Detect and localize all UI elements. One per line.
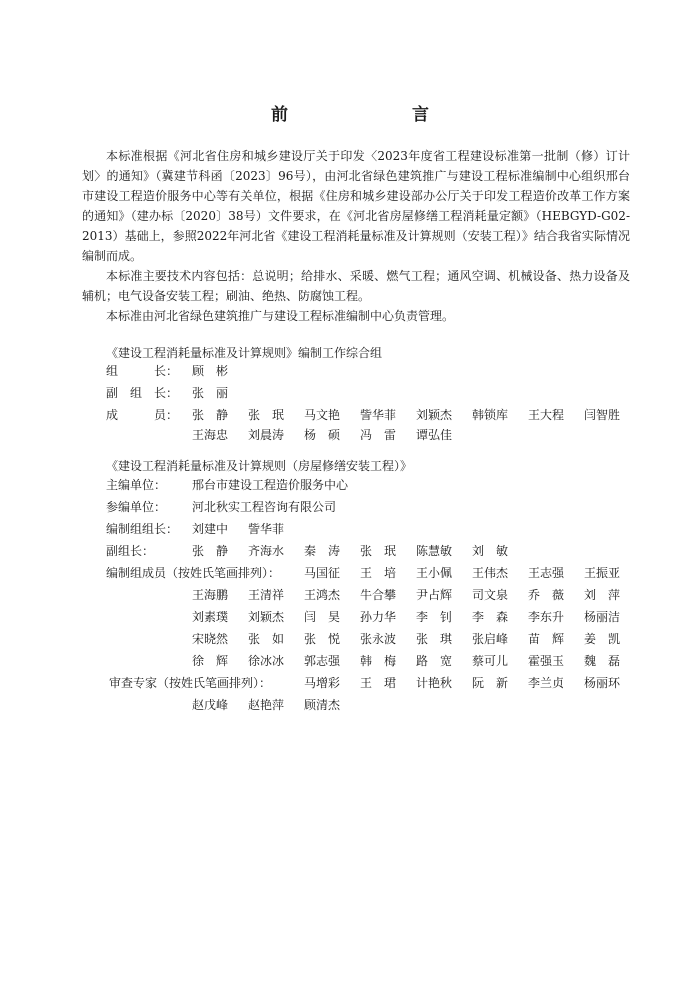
group1-members-row-1 [0,404,700,426]
member-name: 闫 昊 [304,610,341,624]
experts-row-2 [0,694,700,716]
chief-unit-row [0,474,700,496]
member-name: 宋晓然 [192,632,229,646]
member-name: 王伟杰 [472,566,509,580]
member-name: 刘素璞 [192,610,229,624]
member-name: 韩锁库 [472,408,509,422]
paragraph-basis: 本标准根据《河北省住房和城乡建设厅关于印发〈2023年度省工程建设标准第一批制（修）订计划〉的通知》（冀建节科函〔2023〕96号），由河北省绿色建筑推广与建设工程标准编制中心组织邢台市建设工程造价服务中心等有关单位，根据《住房和城乡建设部办公厅关于印发工程造价改革工作方案的通知》（建办标〔2020〕38号）文件要求，在《河北省房屋修缮工程消耗量定额》（HEBGYD-G02-2013）基础上，参照2022年河北省《建设工程消耗量标准及计算规则（安装工程）》结合我省实际情况编制而成。 [82,149,630,263]
member-name: 刘 萍 [584,588,621,602]
member-name: 杨 硕 [304,428,341,442]
compile-members-row-2 [0,584,700,606]
vice-name: 刘 敏 [472,544,509,558]
member-name: 徐 辉 [192,654,229,668]
member-name: 王海鹏 [192,588,229,602]
group1-title: 《建设工程消耗量标准及计算规则》编制工作综合组 [106,346,383,360]
member-name: 马文艳 [304,408,341,422]
group1-leader-row [0,360,700,382]
paragraph-management: 本标准由河北省绿色建筑推广与建设工程标准编制中心负责管理。 [106,309,455,323]
deputy-label: 副 组 长： [106,386,179,400]
part-unit-name: 河北秋实工程咨询有限公司 [192,500,337,514]
group2-title: 《建设工程消耗量标准及计算规则（房屋修缮安装工程）》 [106,459,413,473]
expert-name: 赵戊峰 [192,698,229,712]
leader-name: 顾 彬 [192,364,229,378]
head-label: 编制组组长： [106,522,179,536]
part-unit-row [0,496,700,518]
member-name: 谭弘佳 [416,428,453,442]
member-name: 路 宽 [416,654,453,668]
member-name: 韩 梅 [360,654,397,668]
vice-name: 秦 涛 [304,544,341,558]
member-name: 刘颖杰 [248,610,285,624]
vice-label: 副组长： [106,544,155,558]
expert-name: 顾清杰 [304,698,341,712]
compile-members-row-3 [0,606,700,628]
member-name: 刘晨涛 [248,428,285,442]
member-name: 王志强 [528,566,565,580]
member-name: 乔 薇 [528,588,565,602]
expert-name: 计艳秋 [416,676,453,690]
expert-name: 阮 新 [472,676,509,690]
member-name: 姜 凯 [584,632,621,646]
vice-name: 张 静 [192,544,229,558]
member-name: 郭志强 [304,654,341,668]
member-name: 徐冰冰 [248,654,285,668]
chief-unit-label: 主编单位： [106,478,167,492]
member-name: 李 森 [472,610,509,624]
member-name: 张 静 [192,408,229,422]
part-unit-label: 参编单位： [106,500,167,514]
expert-name: 杨丽环 [584,676,621,690]
member-name: 张永波 [360,632,397,646]
compile-members-row-4 [0,628,700,650]
compile-members-row-5 [0,650,700,672]
member-name: 张启峰 [472,632,509,646]
member-name: 李 钊 [416,610,453,624]
member-name: 訾华菲 [360,408,397,422]
members-label: 成 员： [106,408,179,422]
member-name: 王振亚 [584,566,621,580]
member-name: 霍强玉 [528,654,565,668]
member-name: 张 如 [248,632,285,646]
member-name: 冯 雷 [360,428,397,442]
member-name: 司文泉 [472,588,509,602]
member-name: 孙力华 [360,610,397,624]
head-name: 刘建中 [192,522,229,536]
member-name: 张 琪 [416,632,453,646]
compile-members-row-1 [0,562,700,584]
paragraph-content: 本标准主要技术内容包括：总说明；给排水、采暖、燃气工程；通风空调、机械设备、热力设备及辅机；电气设备安装工程；刷油、绝热、防腐蚀工程。 [82,269,630,303]
member-name: 刘颖杰 [416,408,453,422]
member-name: 马国征 [304,566,341,580]
vice-name: 齐海水 [248,544,285,558]
deputy-name: 张 丽 [192,386,229,400]
group1-deputy-row [0,382,700,404]
compile-members-label: 编制组成员（按姓氏笔画排列）： [106,566,281,580]
experts-label: 审查专家（按姓氏笔画排列）： [109,676,272,690]
head-name: 訾华菲 [248,522,285,536]
member-name: 王 培 [360,566,397,580]
member-name: 杨丽洁 [584,610,621,624]
vice-row [0,540,700,562]
chief-unit-name: 邢台市建设工程造价服务中心 [192,478,349,492]
member-name: 王小佩 [416,566,453,580]
member-name: 王清祥 [248,588,285,602]
member-name: 李东升 [528,610,565,624]
group1-members-row-2 [0,424,700,446]
member-name: 蔡可儿 [472,654,509,668]
member-name: 张 悦 [304,632,341,646]
member-name: 闫智胜 [584,408,621,422]
vice-name: 陈慧敏 [416,544,453,558]
member-name: 牛合攀 [360,588,397,602]
page-title: 前 言 [271,105,459,125]
expert-name: 赵艳萍 [248,698,285,712]
member-name: 苗 辉 [528,632,565,646]
head-row [0,518,700,540]
member-name: 张 珉 [248,408,285,422]
member-name: 尹占辉 [416,588,453,602]
leader-label: 组 长： [106,364,179,378]
experts-row-1 [0,672,700,694]
expert-name: 马增彩 [304,676,341,690]
member-name: 王海忠 [192,428,229,442]
member-name: 王鸿杰 [304,588,341,602]
member-name: 王大程 [528,408,565,422]
expert-name: 王 珺 [360,676,397,690]
vice-name: 张 珉 [360,544,397,558]
expert-name: 李兰贞 [528,676,565,690]
member-name: 魏 磊 [584,654,621,668]
